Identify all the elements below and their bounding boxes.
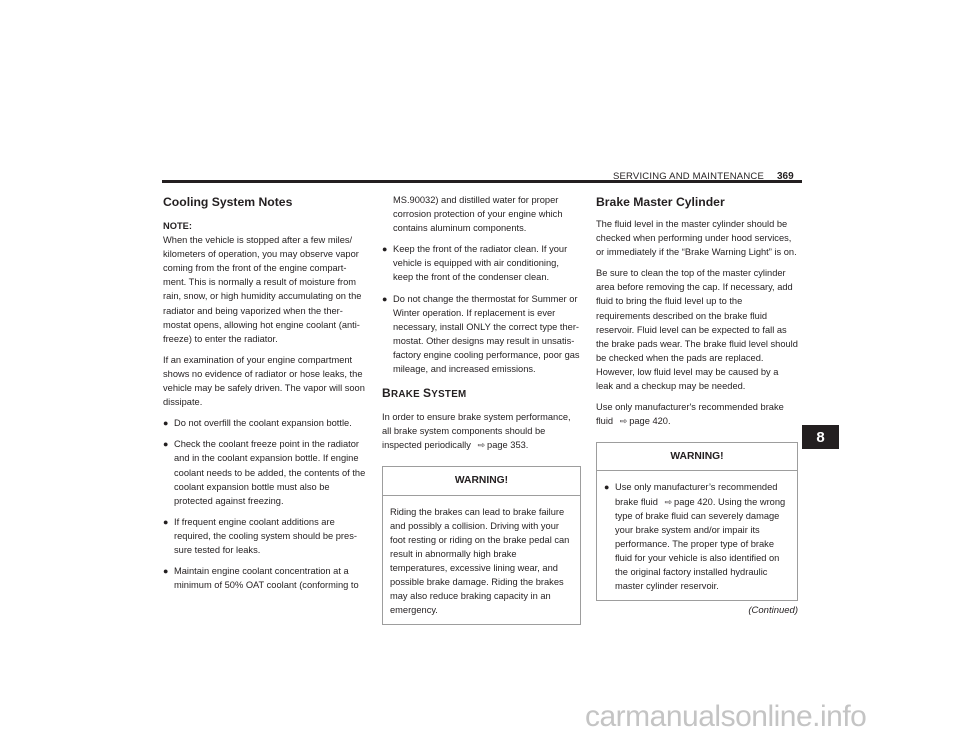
list-item: ● Keep the front of the radiator clean. If your vehicle is equipped with air conditioning, keep the front of the condenser clean. <box>382 244 568 283</box>
list-item: ● Do not overfill the coolant expansion bottle. <box>163 416 367 430</box>
paragraph: The fluid level in the master cylinder should be checked when performing under hood services, or immediately if the “Brake Warning Light” is on. <box>596 219 797 258</box>
bullet-icon: ● <box>163 439 169 450</box>
bullet-continuation: MS.90032) and distilled water for proper corrosion protection of your engine which contains aluminum components. <box>393 195 563 234</box>
paragraph: Be sure to clean the top of the master cylinder area before removing the cap. If necessary, add fluid to bring the fluid level up to the requirements described on the brake fluid reservoir. Fluid level can be expected to fall as the brake pads wear. The brake fluid level should be checked when the pads are replaced. However, low fluid level may be caused by a leak and a checkup may be needed. <box>596 268 798 392</box>
brake-system-paragraph: In order to ensure brake system performance, all brake system components should be inspected periodically ⇨ page 353. <box>382 412 571 451</box>
warning-box <box>596 442 798 601</box>
column-3 <box>596 193 798 618</box>
note-text: When the vehicle is stopped after a few miles/ kilometers of operation, you may observe vapor coming from the front of the engine compart-ment. This is normally a result of moisture from rain, snow, or high humidity accumulating on the radiator and being vaporized when the ther-mostat opens, allowing hot engine coolant (anti-freeze) to enter the radiator. <box>163 235 362 344</box>
brake-master-cylinder-heading: Brake Master Cylinder <box>596 195 725 209</box>
bullet-icon: ● <box>163 566 169 577</box>
bullet-icon: ● <box>604 482 610 493</box>
page-reference-link[interactable]: page 420. <box>629 416 671 427</box>
page-reference-link[interactable]: page 420. <box>674 496 716 507</box>
paragraph: If an examination of your engine compartment shows no evidence of radiator or hose leaks, the vehicle may be safely driven. The vapor will soon dissipate. <box>163 354 365 408</box>
list-item: ● Do not change the thermostat for Summer or Winter operation. If replacement is ever necessary, install ONLY the correct type ther-mostat. Other designs may result in unsatis-factory engine cooling performance, poor gas mileage, and increased emissions. <box>382 293 580 375</box>
bullet-icon: ● <box>382 293 388 304</box>
reference-arrow-icon: ⇨ <box>664 496 673 507</box>
reference-arrow-icon: ⇨ <box>477 440 486 451</box>
reference-arrow-icon: ⇨ <box>619 416 628 427</box>
chapter-tab: 8 <box>802 425 839 449</box>
bullet-icon: ● <box>163 516 169 527</box>
page-number: 369 <box>777 171 794 182</box>
cooling-notes-heading: Cooling System Notes <box>163 195 293 209</box>
bullet-icon: ● <box>382 244 388 255</box>
list-item: ● Maintain engine coolant concentration at a minimum of 50% OAT coolant (conforming to <box>163 566 359 591</box>
section-title: SERVICING AND MAINTENANCE <box>612 171 764 182</box>
radiator-bullet-list <box>382 242 581 376</box>
warning-title: WARNING! <box>383 467 580 495</box>
column-2 <box>382 193 581 625</box>
warning-text: Riding the brakes can lead to brake failure and possibly a collision. Driving with your foot resting or riding on the brake pedal can result in abnormally high brake temperatures, excessive lining wear, and possible brake damage. Riding the brakes may also reduce braking capacity in an emergency. <box>390 506 570 616</box>
continued-label: (Continued) <box>748 605 798 617</box>
list-item: ● Check the coolant freeze point in the radiator and in the coolant expansion bottle. If engine coolant needs to be added, the contents of the coolant expansion bottle must also be protected against freezing. <box>163 439 366 506</box>
page-reference-link[interactable]: page 353. <box>487 440 529 451</box>
cooling-bullet-list <box>163 416 367 592</box>
warning-title: WARNING! <box>597 443 797 471</box>
list-item: ● Use only manufacturer’s recommended brake fluid ⇨ page 420. Using the wrong type of brake fluid can severely damage your brake system and/or impair its performance. The proper type of brake fluid for your vehicle is also identified on the original factory installed hydraulic master cylinder reservoir. <box>604 482 786 592</box>
column-1 <box>163 193 367 599</box>
bullet-icon: ● <box>163 418 169 429</box>
list-item: ● If frequent engine coolant additions are required, the cooling system should be pres-sure tested for leaks. <box>163 516 357 555</box>
brake-system-heading: BRAKE SYSTEM <box>382 386 467 401</box>
warning-box <box>382 466 581 625</box>
note-label: NOTE: <box>163 221 192 231</box>
paragraph: Use only manufacturer's recommended brake fluid ⇨ page 420. <box>596 402 784 427</box>
watermark: carmanualsonline.info <box>585 700 867 733</box>
